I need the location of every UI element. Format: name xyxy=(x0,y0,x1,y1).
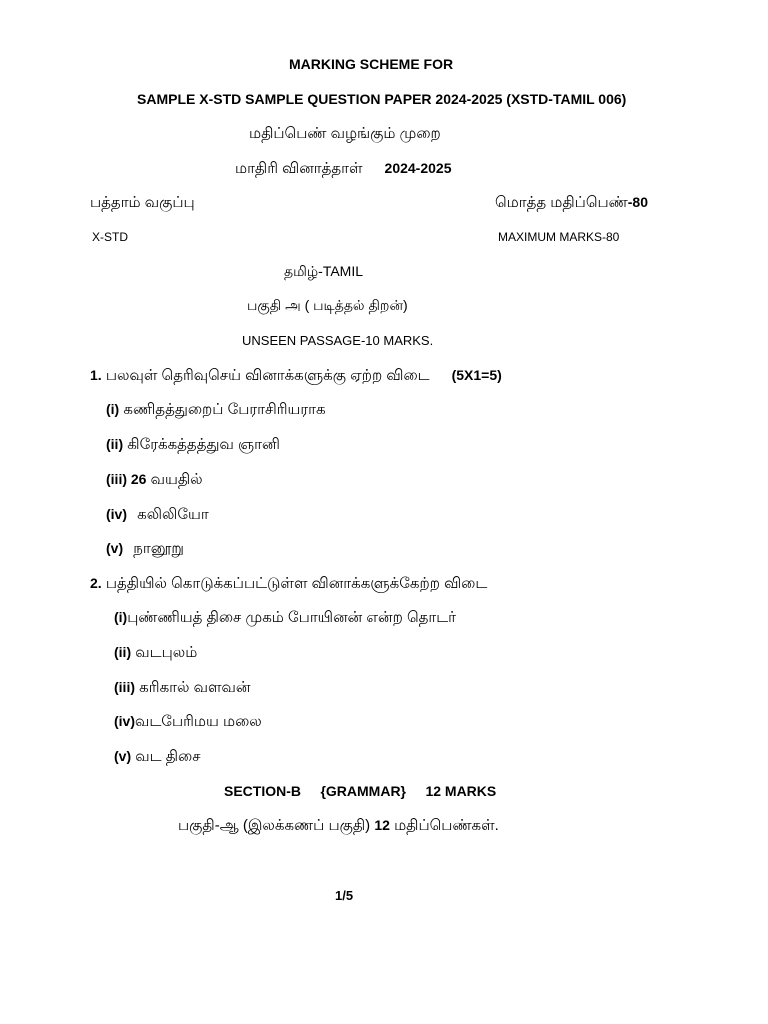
answer-label: (iv) xyxy=(114,713,135,729)
total-marks-tamil-value: -80 xyxy=(627,194,648,210)
answer-text: புண்ணியத் திசை முகம் போயினன் என்ற தொடர் xyxy=(127,609,457,626)
tamil-title-marking: மதிப்பெண் வழங்கும் முறை xyxy=(249,125,441,142)
tamil-title-sample-text: மாதிரி வினாத்தாள் xyxy=(235,160,363,177)
answer-text: நானூறு xyxy=(133,540,184,557)
answer-text: கரிகால் வளவன் xyxy=(139,679,251,696)
section-b-tamil-suffix: மதிப்பெண்கள். xyxy=(394,817,499,834)
answer-text: வடபுலம் xyxy=(135,644,198,661)
question-1 xyxy=(90,368,502,383)
answer-label: (iii) xyxy=(114,679,135,695)
section-b-tamil xyxy=(178,818,499,833)
tamil-title-sample xyxy=(235,161,451,176)
answer-label: (iii) 26 xyxy=(106,471,147,487)
answer-text: கிரேக்கத்தத்துவ ஞானி xyxy=(127,436,280,453)
section-b-tamil-marks: 12 xyxy=(374,817,390,833)
question-2-text: பத்தியில் கொடுக்கப்பட்டுள்ள வினாக்களுக்கேற்ற விடை xyxy=(105,575,488,592)
question-1-marks: (5X1=5) xyxy=(451,367,502,383)
q2-answer-i xyxy=(114,610,456,625)
section-b-tamil-text: பகுதி-ஆ (இலக்கணப் பகுதி) xyxy=(178,817,371,834)
max-marks-en: MAXIMUM MARKS-80 xyxy=(498,230,620,244)
answer-label: (v) xyxy=(106,540,124,556)
answer-text: கலிலியோ xyxy=(137,506,209,523)
tamil-title-sample-year: 2024-2025 xyxy=(384,160,452,176)
total-marks-tamil xyxy=(495,195,648,210)
part-a-heading: பகுதி அ ( படித்தல் திறன்) xyxy=(247,297,408,313)
q2-answer-v xyxy=(114,749,201,764)
section-b-heading: SECTION-B {GRAMMAR} 12 MARKS xyxy=(224,783,497,799)
answer-text: வயதில் xyxy=(150,471,203,488)
q2-answer-iv xyxy=(114,714,262,729)
answer-text: கணிதத்துறைப் பேராசிரியராக xyxy=(123,401,326,418)
unseen-passage-heading: UNSEEN PASSAGE-10 MARKS. xyxy=(242,333,434,348)
page-number: 1/5 xyxy=(335,888,354,903)
q1-answer-iii xyxy=(106,472,203,487)
answer-text: வட திசை xyxy=(135,748,201,765)
answer-label: (i) xyxy=(114,609,128,625)
total-marks-tamil-text: மொத்த மதிப்பெண் xyxy=(495,194,628,211)
q1-answer-iv xyxy=(106,507,209,522)
answer-label: (v) xyxy=(114,748,132,764)
title-sample-paper: SAMPLE X-STD SAMPLE QUESTION PAPER 2024-2025 (XSTD-TAMIL 006) xyxy=(137,91,627,107)
answer-label: (ii) xyxy=(114,644,132,660)
answer-text: வடபேரிமய மலை xyxy=(135,713,262,730)
q2-answer-iii xyxy=(114,680,250,695)
answer-label: (ii) xyxy=(106,436,124,452)
q1-answer-v xyxy=(106,541,184,556)
q2-answer-ii xyxy=(114,645,197,660)
question-2 xyxy=(90,576,487,591)
class-tamil: பத்தாம் வகுப்பு xyxy=(90,194,195,211)
q1-answer-ii xyxy=(106,437,280,452)
subject-heading: தமிழ்-TAMIL xyxy=(284,263,364,279)
class-en: X-STD xyxy=(92,230,128,244)
q1-answer-i xyxy=(106,402,326,417)
answer-label: (iv) xyxy=(106,506,127,522)
question-1-text: பலவுள் தெரிவுசெய் வினாக்களுக்கு ஏற்ற விடை xyxy=(105,367,430,384)
question-1-number: 1. xyxy=(90,367,102,383)
question-2-number: 2. xyxy=(90,575,102,591)
answer-label: (i) xyxy=(106,401,120,417)
title-marking-scheme: MARKING SCHEME FOR xyxy=(289,56,454,72)
